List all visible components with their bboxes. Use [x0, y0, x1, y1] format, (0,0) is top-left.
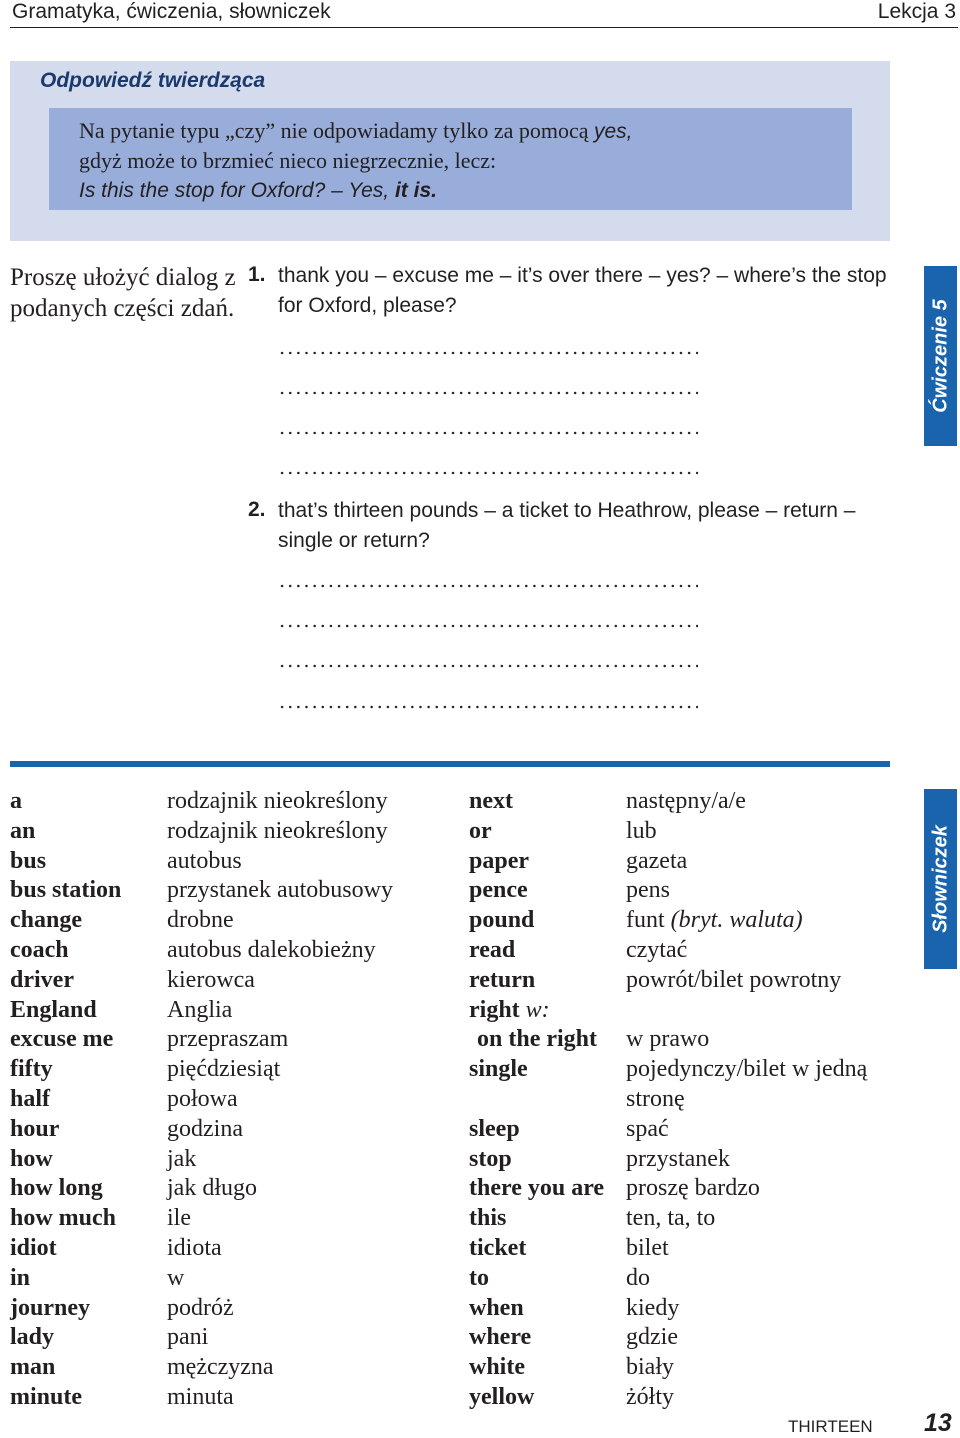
vocab-entry: there you are proszę bardzo [469, 1175, 760, 1202]
vocab-entry: sleep spać [469, 1115, 669, 1142]
vocab-entry: England Anglia [10, 996, 233, 1023]
grammar-line-2: gdyż może to brzmieć nieco niegrzecznie, lecz: [79, 148, 497, 173]
exercise-item-text: that’s thirteen pounds – a ticket to Heathrow, please – return – single or return? [278, 499, 856, 552]
vocab-entry: right w: [469, 996, 550, 1023]
vocab-entry: to do [469, 1264, 650, 1291]
vocab-entry: half połowa [10, 1085, 238, 1112]
vocab-entry: or lub [469, 817, 657, 844]
vocab-entry: yellow żółty [469, 1383, 674, 1410]
vocab-entry: how much ile [10, 1205, 191, 1232]
page-number: 13 [924, 1409, 952, 1437]
answer-line[interactable] [278, 584, 698, 588]
grammar-box [10, 61, 890, 241]
page-header [0, 0, 960, 28]
vocab-entry: where gdzie [469, 1324, 678, 1351]
exercise-item-text: thank you – excuse me – it’s over there – yes? – where’s the stop for Oxford, please? [278, 264, 887, 317]
vocab-entry: how jak [10, 1145, 197, 1172]
answer-line[interactable] [278, 664, 698, 668]
vocab-entry: pence pens [469, 877, 670, 904]
vocabulary-divider [10, 761, 890, 767]
vocab-entry: when kiedy [469, 1294, 680, 1321]
page-number-word: THIRTEEN [788, 1417, 873, 1436]
grammar-line-1: Na pytanie typu „czy” nie odpowiadamy tylko za pomocą yes, [79, 118, 633, 143]
exercise-item-number: 2. [248, 498, 266, 521]
vocab-entry: bus station przystanek autobusowy [10, 877, 393, 904]
vocab-entry: an rodzajnik nieokreślony [10, 817, 388, 844]
header-divider [10, 27, 958, 28]
vocab-entry: next następny/a/e [469, 788, 746, 814]
vocabulary-tab: Słowniczek [924, 789, 957, 969]
grammar-title: Odpowiedź twierdząca [40, 69, 266, 92]
vocabulary-column-1 [10, 787, 393, 1413]
exercise-tab: Ćwiczenie 5 [924, 266, 957, 446]
vocab-entry: lady pani [10, 1324, 209, 1351]
vocab-entry: minute minuta [10, 1383, 234, 1410]
answer-line[interactable] [278, 471, 698, 475]
exercise-instruction: Proszę ułożyć dialog z podanych części zdań. [10, 264, 236, 322]
vocab-entry: man mężczyzna [10, 1354, 274, 1381]
vocab-entry: bus autobus [10, 847, 242, 874]
vocab-entry: this ten, ta, to [469, 1205, 716, 1232]
vocab-entry: change drobne [10, 907, 234, 934]
answer-line[interactable] [278, 705, 698, 709]
answer-line[interactable] [278, 391, 698, 395]
vocab-entry: idiot idiota [10, 1234, 222, 1261]
vocab-entry: white biały [469, 1354, 674, 1381]
vocab-entry: how long jak długo [10, 1175, 257, 1202]
vocab-entry: stop przystanek [469, 1145, 730, 1172]
vocab-entry: return powrót/bilet powrotny [469, 966, 842, 993]
vocab-entry: excuse me przepraszam [10, 1026, 289, 1053]
vocab-entry: read czytać [469, 936, 688, 963]
exercise-item-number: 1. [248, 263, 266, 286]
vocabulary-column-2 [469, 787, 867, 1413]
vocab-entry: driver kierowca [10, 966, 255, 993]
vocab-entry: on the right w prawo [477, 1026, 710, 1053]
vocab-entry: in w [10, 1264, 185, 1291]
vocab-entry: journey podróż [10, 1294, 234, 1321]
vocab-entry-continuation: stronę [626, 1085, 685, 1112]
vocab-entry: pound funt (bryt. waluta) [469, 907, 803, 934]
grammar-explanation [49, 108, 852, 210]
vocab-entry: paper gazeta [469, 847, 688, 874]
grammar-example: Is this the stop for Oxford? – Yes, it is. [79, 179, 437, 202]
vocab-entry: hour godzina [10, 1115, 243, 1142]
answer-line[interactable] [278, 351, 698, 355]
vocab-entry: coach autobus dalekobieżny [10, 936, 376, 963]
lesson-label: Lekcja 3 [877, 0, 956, 23]
vocab-entry: fifty pięćdziesiąt [10, 1056, 281, 1083]
vocab-entry: ticket bilet [469, 1234, 669, 1261]
vocab-entry: single pojedynczy/bilet w jedną [469, 1056, 868, 1083]
vocab-entry: a rodzajnik nieokreślony [10, 788, 388, 814]
section-title: Gramatyka, ćwiczenia, słowniczek [12, 0, 331, 23]
answer-line[interactable] [278, 624, 698, 628]
answer-line[interactable] [278, 431, 698, 435]
